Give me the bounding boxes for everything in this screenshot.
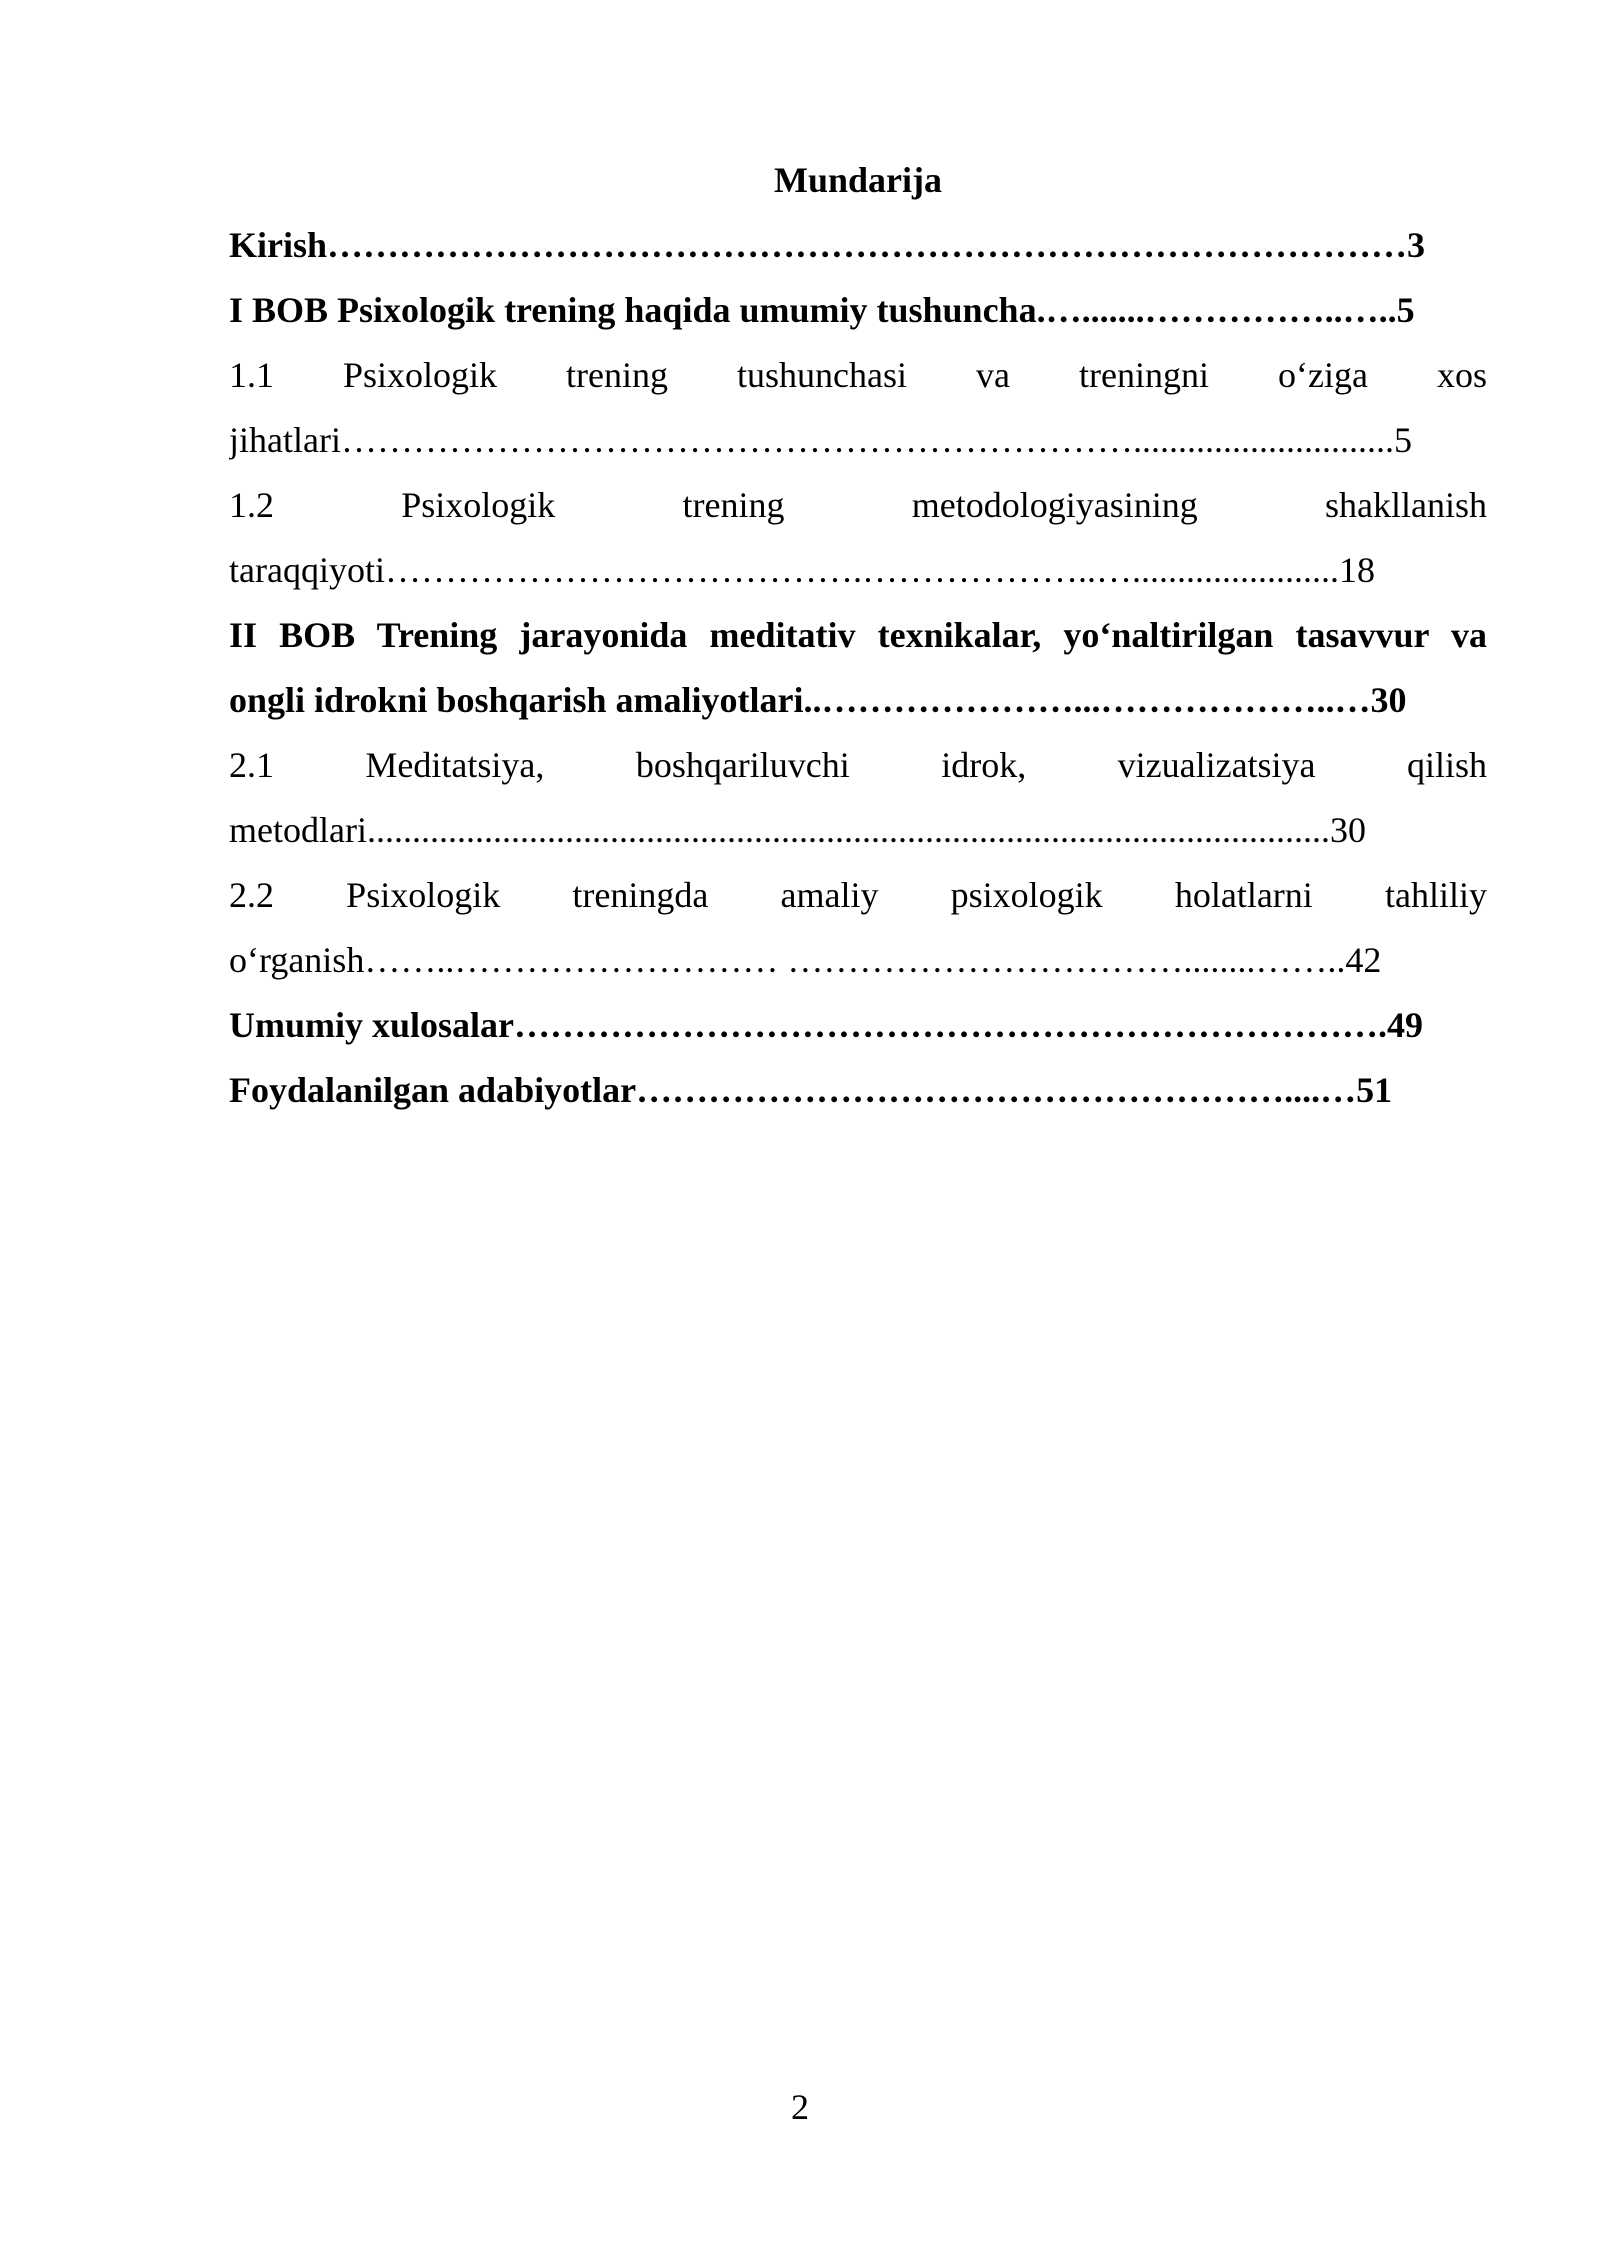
toc-entry-chapter-2: II BOB Trening jarayonida meditativ texnikalar, yo‘naltirilgan tasavvur va <box>229 615 1487 655</box>
toc-word: 2.2 <box>229 875 274 915</box>
toc-word: boshqariluvchi <box>635 745 850 785</box>
toc-entry-section-2-2-continued: o‘rganish……..……………………… ……………………………........……..42 <box>229 940 1382 980</box>
toc-word: Psixologik <box>346 875 501 915</box>
toc-word: tushunchasi <box>737 355 908 395</box>
toc-word: Psixologik <box>401 485 556 525</box>
toc-word: xos <box>1436 355 1487 395</box>
toc-word: qilish <box>1406 745 1487 785</box>
toc-entry-kirish: Kirish………………………………………………………………………………3 <box>229 225 1426 265</box>
toc-word: idrok, <box>941 745 1027 785</box>
toc-word: shakllanish <box>1325 485 1487 525</box>
toc-entry-section-1-1-continued: jihatlari………………………………………………………….............................5 <box>229 420 1412 460</box>
table-of-contents <box>229 148 1487 1123</box>
toc-word: tahliliy <box>1384 875 1487 915</box>
toc-entry-section-1-2-continued: taraqqiyoti………………………………….………………..….......................18 <box>229 550 1375 590</box>
toc-title: Mundarija <box>773 160 942 200</box>
toc-word: psixologik <box>950 875 1103 915</box>
toc-word: amaliy <box>780 875 879 915</box>
toc-entry-section-1-1 <box>229 343 1487 408</box>
toc-word: trening <box>566 355 669 395</box>
toc-word: vizualizatsiya <box>1117 745 1316 785</box>
toc-word: Psixologik <box>343 355 498 395</box>
toc-word: va <box>976 355 1010 395</box>
toc-word: Meditatsiya, <box>365 745 545 785</box>
toc-word: treningda <box>572 875 709 915</box>
toc-entry-section-1-2 <box>229 473 1487 538</box>
toc-entry-section-2-1 <box>229 733 1487 798</box>
toc-entry-chapter-2-continued: ongli idrokni boshqarish amaliyotlari..…………………...………………..…30 <box>229 680 1407 720</box>
toc-word: 2.1 <box>229 745 274 785</box>
page-number: 2 <box>791 2087 809 2127</box>
toc-word: holatlarni <box>1174 875 1313 915</box>
toc-word: treningni <box>1079 355 1209 395</box>
toc-word: 1.1 <box>229 355 274 395</box>
toc-entry-conclusions: Umumiy xulosalar……………………………………………………………….49 <box>229 1005 1424 1045</box>
toc-word: trening <box>682 485 785 525</box>
toc-entry-section-2-1-continued: metodlari...........................................................................................................30 <box>229 810 1366 850</box>
toc-entry-chapter-1: I BOB Psixologik trening haqida umumiy tushuncha.….......……………..…..5 <box>229 290 1415 330</box>
toc-word: o‘ziga <box>1277 355 1368 395</box>
toc-word: 1.2 <box>229 485 274 525</box>
toc-entry-section-2-2 <box>229 863 1487 928</box>
toc-word: metodologiyasining <box>911 485 1198 525</box>
toc-entry-references: Foydalanilgan adabiyotlar………………………………………………....…51 <box>229 1070 1393 1110</box>
